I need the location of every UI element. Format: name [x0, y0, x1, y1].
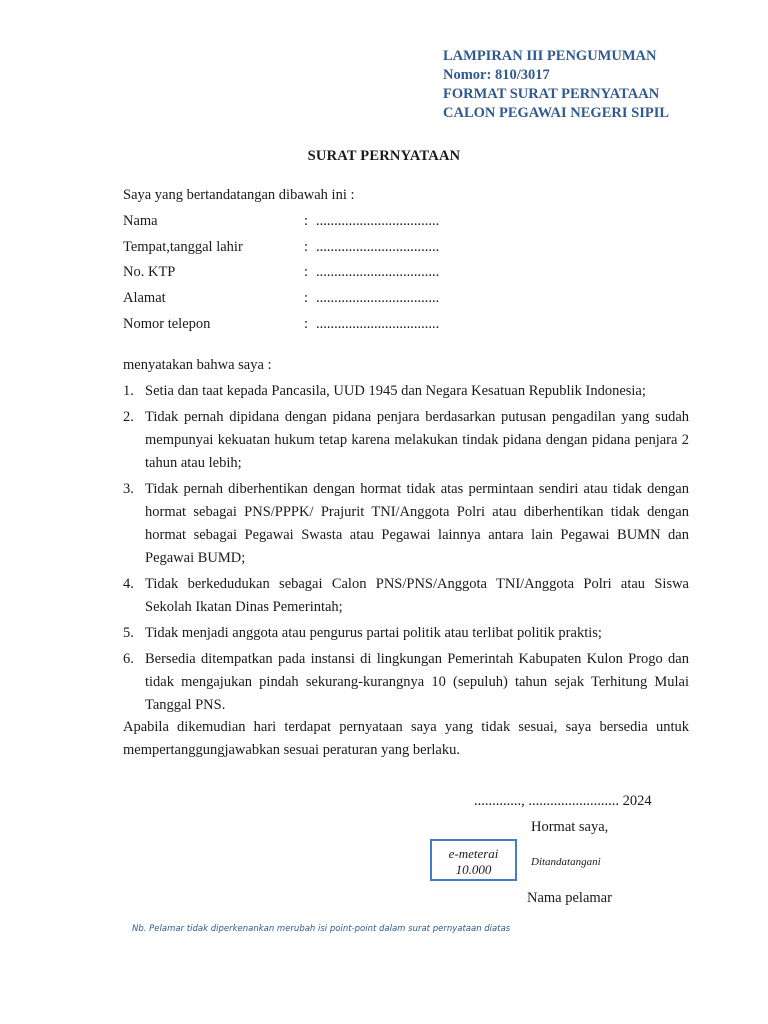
statement-item	[123, 622, 689, 645]
statement-text: Bersedia ditempatkan pada instansi di lingkungan Pemerintah Kabupaten Kulon Progo dan tidak mengajukan pindah sekurang-kurangnya 10 (sepuluh) tahun sejak Terhitung Mulai Tanggal PNS.	[145, 651, 689, 713]
field-label: Alamat	[123, 290, 166, 306]
statement-number: 3.	[123, 481, 134, 497]
statement-text: Tidak pernah dipidana dengan pidana penjara berdasarkan putusan pengadilan yang sudah mempunyai kekuatan hukum tetap karena melakukan tindak pidana dengan pidana penjara 2 tahun atau lebih;	[145, 409, 689, 471]
field-label: Nama	[123, 213, 158, 229]
statement-item	[123, 380, 689, 403]
statement-text: Tidak berkedudukan sebagai Calon PNS/PNS/Anggota TNI/Anggota Polri atau Siswa Sekolah Ikatan Dinas Pemerintah;	[145, 576, 689, 615]
field-colon: :	[304, 290, 309, 306]
header-line-1: LAMPIRAN III PENGUMUMAN	[443, 48, 657, 64]
attachment-header	[443, 47, 669, 123]
statement-item	[123, 478, 689, 570]
regards-text: Hormat saya,	[531, 819, 609, 835]
statement-number: 5.	[123, 625, 134, 641]
declaration-intro: menyatakan bahwa saya :	[123, 357, 272, 373]
meterai-value: 10.000	[455, 862, 492, 877]
header-line-4: CALON PEGAWAI NEGERI SIPIL	[443, 105, 670, 121]
signed-note: Ditandatangani	[531, 856, 601, 868]
header-line-2: Nomor: 810/3017	[443, 67, 550, 83]
date-line: ............., ......................... 2024	[474, 793, 652, 809]
meterai-label: e-meterai	[448, 846, 499, 861]
field-value: ..................................	[316, 316, 440, 332]
field-colon: :	[304, 213, 309, 229]
field-colon: :	[304, 316, 309, 332]
statement-text: Tidak menjadi anggota atau pengurus partai politik atau terlibat politik praktis;	[145, 625, 602, 641]
field-value: ..................................	[316, 213, 440, 229]
field-value: ..................................	[316, 290, 440, 306]
statement-text: Tidak pernah diberhentikan dengan hormat tidak atas permintaan sendiri atau tidak dengan hormat sebagai PNS/PPPK/ Prajurit TNI/Anggota Polri atau diberhentikan tidak dengan hormat sebagai Pegawai Swasta atau Pegawai lainnya antara lain Pegawai BUMN dan Pegawai BUMD;	[145, 481, 689, 566]
footnote: Nb. Pelamar tidak diperkenankan merubah isi point-point dalam surat pernyataan diatas	[132, 924, 511, 934]
statement-text: Setia dan taat kepada Pancasila, UUD 1945 dan Negara Kesatuan Republik Indonesia;	[145, 383, 646, 399]
statement-number: 1.	[123, 383, 134, 399]
field-value: ..................................	[316, 264, 440, 280]
header-line-3: FORMAT SURAT PERNYATAAN	[443, 86, 660, 102]
field-colon: :	[304, 264, 309, 280]
statement-list	[123, 380, 689, 720]
field-label: Tempat,tanggal lahir	[123, 239, 243, 255]
statement-number: 2.	[123, 409, 134, 425]
field-label: No. KTP	[123, 264, 176, 280]
closing-paragraph: Apabila dikemudian hari terdapat pernyataan saya yang tidak sesuai, saya bersedia untuk mempertanggungjawabkan sesuai peraturan yang berlaku.	[123, 719, 689, 758]
statement-number: 4.	[123, 576, 134, 592]
statement-item	[123, 406, 689, 475]
e-meterai-box	[430, 839, 517, 881]
document-title: SURAT PERNYATAAN	[307, 148, 461, 164]
statement-item	[123, 573, 689, 619]
intro-text: Saya yang bertandatangan dibawah ini :	[123, 187, 355, 203]
applicant-name: Nama pelamar	[527, 890, 612, 906]
statement-number: 6.	[123, 651, 134, 667]
field-value: ..................................	[316, 239, 440, 255]
field-colon: :	[304, 239, 309, 255]
field-label: Nomor telepon	[123, 316, 211, 332]
statement-item	[123, 648, 689, 717]
